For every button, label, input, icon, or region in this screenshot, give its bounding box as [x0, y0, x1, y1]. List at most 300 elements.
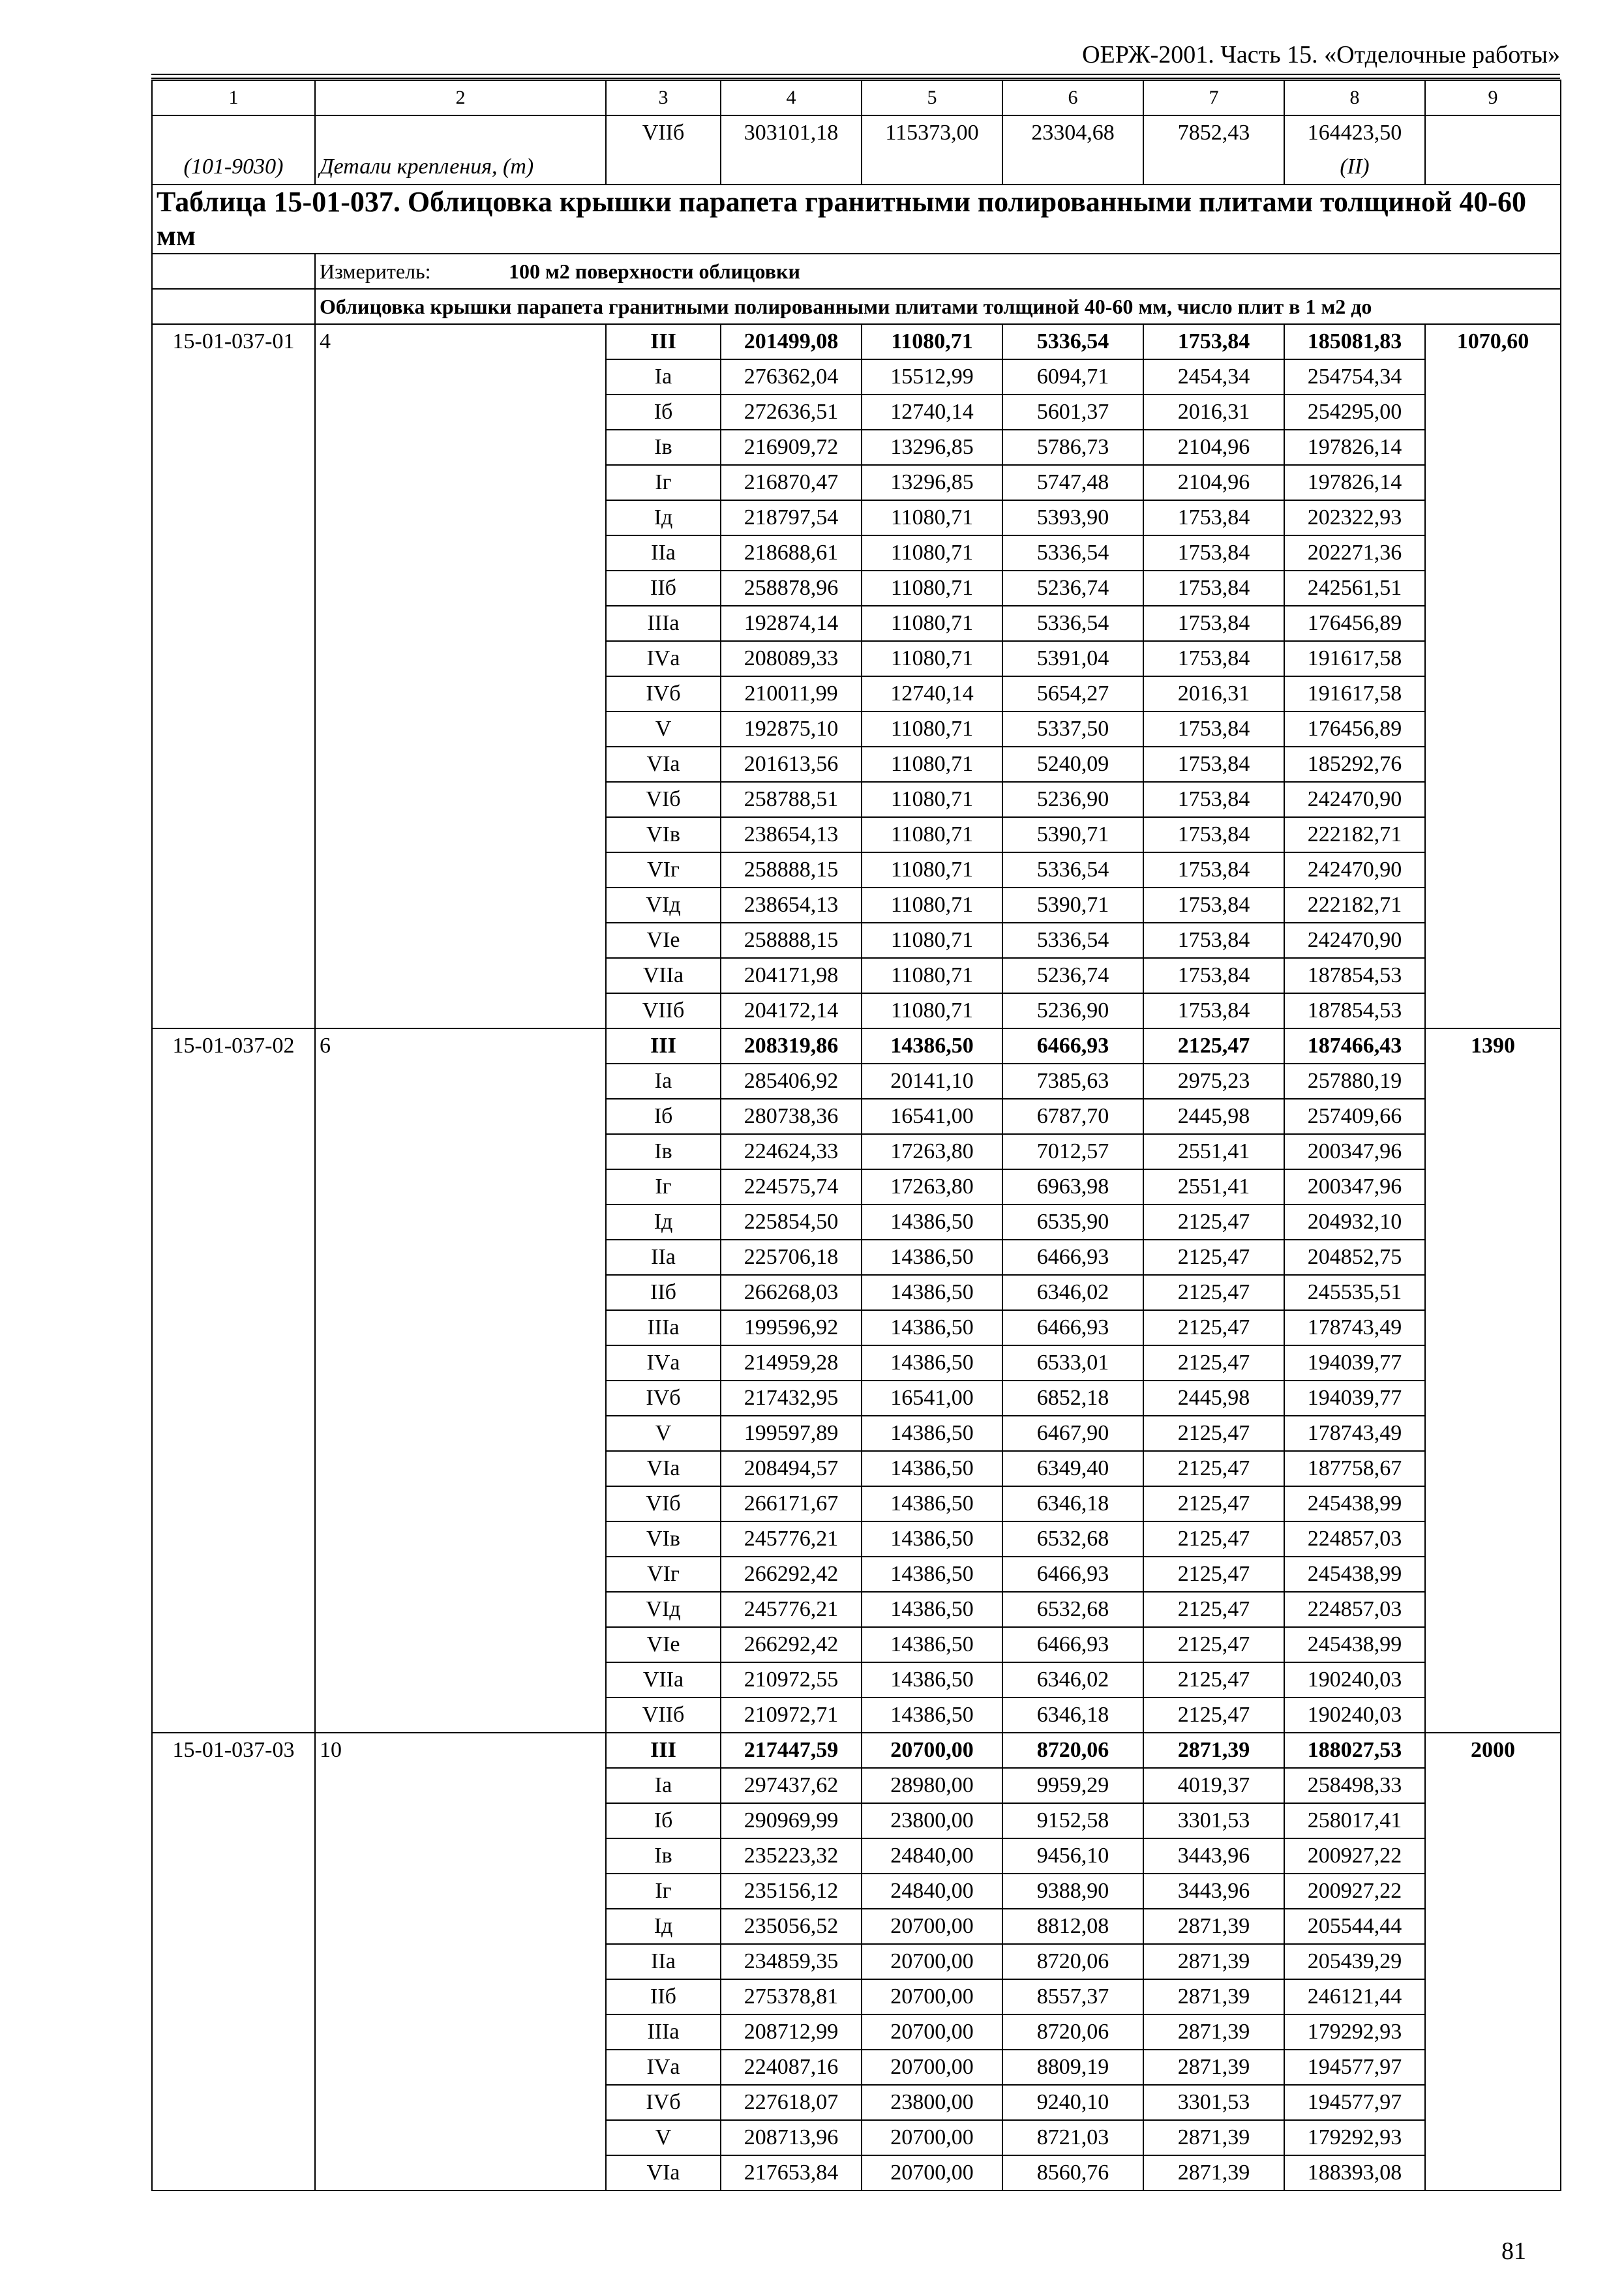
value-cell: 7012,57 [1002, 1134, 1143, 1169]
value-cell: 257880,19 [1284, 1064, 1425, 1099]
zone-cell: Iд [606, 500, 721, 535]
value-cell: 297437,62 [721, 1768, 862, 1803]
column-number-row [152, 80, 1561, 115]
value-cell: 11080,71 [862, 817, 1002, 852]
value-cell: 2871,39 [1143, 1909, 1284, 1944]
value-cell: 9152,58 [1002, 1803, 1143, 1838]
value-cell: 14386,50 [862, 1240, 1002, 1275]
value-cell: 246121,44 [1284, 1979, 1425, 2014]
zone-cell: Iв [606, 1134, 721, 1169]
zone-cell: VIIб [606, 1698, 721, 1733]
value-cell: 216870,47 [721, 465, 862, 500]
value-cell: 2016,31 [1143, 395, 1284, 430]
zone-cell: IIа [606, 535, 721, 571]
value-cell: 208713,96 [721, 2120, 862, 2155]
zone-cell: VIIа [606, 1662, 721, 1698]
table-row [152, 1028, 1561, 1064]
value-cell: 194577,97 [1284, 2085, 1425, 2120]
value-cell: 208319,86 [721, 1028, 862, 1064]
value-cell: 1753,84 [1143, 958, 1284, 993]
value-cell: 1753,84 [1143, 747, 1284, 782]
rates-table [151, 80, 1561, 2191]
value-cell: 5786,73 [1002, 430, 1143, 465]
value-cell: 8720,06 [1002, 1733, 1143, 1768]
value-cell: 13296,85 [862, 465, 1002, 500]
value-cell: 254295,00 [1284, 395, 1425, 430]
zone-cell: IIб [606, 1979, 721, 2014]
value-cell: 15512,99 [862, 359, 1002, 395]
value-cell: 20700,00 [862, 2014, 1002, 2050]
zone-cell: Iа [606, 359, 721, 395]
value-cell: 11080,71 [862, 923, 1002, 958]
zone-cell: V [606, 2120, 721, 2155]
value-cell: 2871,39 [1143, 2050, 1284, 2085]
value-cell: 176456,89 [1284, 711, 1425, 747]
value-cell: 258878,96 [721, 571, 862, 606]
value-cell: 178743,49 [1284, 1310, 1425, 1345]
value-cell: 9959,29 [1002, 1768, 1143, 1803]
value-cell: 191617,58 [1284, 641, 1425, 676]
value-cell: 1753,84 [1143, 888, 1284, 923]
table-title: Таблица 15-01-037. Облицовка крышки парапета гранитными полированными плитами толщиной 40-60 мм [152, 185, 1561, 254]
plates-count: 10 [315, 1733, 606, 2191]
value-cell: 12740,14 [862, 676, 1002, 711]
value-cell: 14386,50 [862, 1310, 1002, 1345]
value-cell: 2104,96 [1143, 465, 1284, 500]
value-cell: 20700,00 [862, 1979, 1002, 2014]
value-cell: 12740,14 [862, 395, 1002, 430]
value-cell: 2871,39 [1143, 2120, 1284, 2155]
value-cell: 24840,00 [862, 1838, 1002, 1874]
value-cell: 9240,10 [1002, 2085, 1143, 2120]
zone-cell: IIб [606, 571, 721, 606]
zone-cell: Iа [606, 1768, 721, 1803]
value-cell: 242470,90 [1284, 852, 1425, 888]
value-cell: 201613,56 [721, 747, 862, 782]
value-cell: 14386,50 [862, 1627, 1002, 1662]
value-cell: 222182,71 [1284, 888, 1425, 923]
zone-cell: V [606, 1416, 721, 1451]
value-cell: 245438,99 [1284, 1627, 1425, 1662]
value-cell: 2445,98 [1143, 1381, 1284, 1416]
zone-cell: VIа [606, 747, 721, 782]
column-number: 1 [152, 80, 315, 115]
value-cell: 3443,96 [1143, 1838, 1284, 1874]
zone-cell: IVа [606, 2050, 721, 2085]
value-cell: 190240,03 [1284, 1662, 1425, 1698]
value-cell: 6852,18 [1002, 1381, 1143, 1416]
value-cell: 179292,93 [1284, 2014, 1425, 2050]
value-cell: 5390,71 [1002, 888, 1143, 923]
value-cell: 14386,50 [862, 1275, 1002, 1310]
zone-cell: Iб [606, 1803, 721, 1838]
value-cell: 6466,93 [1002, 1240, 1143, 1275]
value-cell: 245438,99 [1284, 1486, 1425, 1521]
value-cell: 5747,48 [1002, 465, 1143, 500]
value-cell: 5236,74 [1002, 571, 1143, 606]
zone-cell: V [606, 711, 721, 747]
value-cell: 9388,90 [1002, 1874, 1143, 1909]
value-cell: 5236,74 [1002, 958, 1143, 993]
rate-code: 15-01-037-03 [152, 1733, 315, 2191]
value-cell: 5236,90 [1002, 782, 1143, 817]
value-cell: 6963,98 [1002, 1169, 1143, 1204]
continuation-code-cell [152, 115, 315, 185]
description-empty [152, 289, 315, 324]
value-cell: 6346,18 [1002, 1486, 1143, 1521]
column-number: 9 [1425, 80, 1561, 115]
value-cell: 245776,21 [721, 1521, 862, 1557]
value-cell: 5393,90 [1002, 500, 1143, 535]
value-cell: 191617,58 [1284, 676, 1425, 711]
value-cell: 8812,08 [1002, 1909, 1143, 1944]
value-cell: 11080,71 [862, 535, 1002, 571]
value-cell: 2454,34 [1143, 359, 1284, 395]
value-cell: 20700,00 [862, 1944, 1002, 1979]
value-cell: 17263,80 [862, 1134, 1002, 1169]
zone-cell: VIв [606, 817, 721, 852]
value-cell: 210011,99 [721, 676, 862, 711]
value-cell: 257409,66 [1284, 1099, 1425, 1134]
value-cell: 210972,55 [721, 1662, 862, 1698]
value-cell: 245535,51 [1284, 1275, 1425, 1310]
zone-cell: VIIа [606, 958, 721, 993]
zone-cell: IVб [606, 2085, 721, 2120]
value-cell: 200347,96 [1284, 1134, 1425, 1169]
zone-cell: Iб [606, 395, 721, 430]
value-cell: 9456,10 [1002, 1838, 1143, 1874]
zone-cell: Iд [606, 1909, 721, 1944]
value-cell: 8809,19 [1002, 2050, 1143, 2085]
value-cell: 235056,52 [721, 1909, 862, 1944]
zone-cell: Iг [606, 465, 721, 500]
value-cell: 238654,13 [721, 888, 862, 923]
value-cell: 2125,47 [1143, 1345, 1284, 1381]
zone-cell: Iа [606, 1064, 721, 1099]
plates-count: 4 [315, 324, 606, 1028]
value-cell: 5390,71 [1002, 817, 1143, 852]
column-number: 6 [1002, 80, 1143, 115]
value-cell: 224857,03 [1284, 1521, 1425, 1557]
column-number: 7 [1143, 80, 1284, 115]
value-cell: 199597,89 [721, 1416, 862, 1451]
zone-cell: VIа [606, 1451, 721, 1486]
zone-cell: VIв [606, 1521, 721, 1557]
value-cell: 202322,93 [1284, 500, 1425, 535]
value-cell: 6532,68 [1002, 1592, 1143, 1627]
value-cell: 5654,27 [1002, 676, 1143, 711]
continuation-value: 115373,00 [862, 115, 1002, 185]
value-cell: 20700,00 [862, 2050, 1002, 2085]
value-cell: 8720,06 [1002, 1944, 1143, 1979]
value-cell: 2125,47 [1143, 1698, 1284, 1733]
value-cell: 2104,96 [1143, 430, 1284, 465]
measure-empty [152, 254, 315, 289]
value-cell: 20700,00 [862, 1733, 1002, 1768]
value-cell: 11080,71 [862, 711, 1002, 747]
value-cell: 11080,71 [862, 958, 1002, 993]
value-cell: 6533,01 [1002, 1345, 1143, 1381]
value-cell: 16541,00 [862, 1381, 1002, 1416]
value-cell: 194577,97 [1284, 2050, 1425, 2085]
value-cell: 242470,90 [1284, 782, 1425, 817]
value-cell: 200927,22 [1284, 1874, 1425, 1909]
value-cell: 14386,50 [862, 1521, 1002, 1557]
value-cell: 28980,00 [862, 1768, 1002, 1803]
value-cell: 266171,67 [721, 1486, 862, 1521]
continuation-code: (101-9030) [183, 155, 284, 179]
value-cell: 7385,63 [1002, 1064, 1143, 1099]
value-cell: 14386,50 [862, 1028, 1002, 1064]
zone-cell: III [606, 1733, 721, 1768]
value-cell: 2125,47 [1143, 1204, 1284, 1240]
value-cell: 176456,89 [1284, 606, 1425, 641]
value-cell: 202271,36 [1284, 535, 1425, 571]
continuation-value: 164423,50 [1307, 121, 1402, 145]
value-cell: 8720,06 [1002, 2014, 1143, 2050]
side-value: 2000 [1425, 1733, 1561, 2191]
value-cell: 216909,72 [721, 430, 862, 465]
value-cell: 1753,84 [1143, 711, 1284, 747]
zone-cell: IVб [606, 1381, 721, 1416]
value-cell: 23800,00 [862, 2085, 1002, 2120]
value-cell: 14386,50 [862, 1451, 1002, 1486]
value-cell: 24840,00 [862, 1874, 1002, 1909]
value-cell: 3301,53 [1143, 2085, 1284, 2120]
zone-cell: IIа [606, 1944, 721, 1979]
zone-cell: Iв [606, 1838, 721, 1874]
continuation-zone: VIIб [606, 115, 721, 185]
value-cell: 2551,41 [1143, 1169, 1284, 1204]
zone-cell: IIб [606, 1275, 721, 1310]
value-cell: 200927,22 [1284, 1838, 1425, 1874]
value-cell: 1753,84 [1143, 782, 1284, 817]
value-cell: 190240,03 [1284, 1698, 1425, 1733]
value-cell: 2871,39 [1143, 1979, 1284, 2014]
value-cell: 258888,15 [721, 852, 862, 888]
value-cell: 235223,32 [721, 1838, 862, 1874]
column-number: 3 [606, 80, 721, 115]
value-cell: 217432,95 [721, 1381, 862, 1416]
value-cell: 20700,00 [862, 2120, 1002, 2155]
value-cell: 11080,71 [862, 852, 1002, 888]
zone-cell: VIд [606, 888, 721, 923]
value-cell: 218797,54 [721, 500, 862, 535]
value-cell: 258888,15 [721, 923, 862, 958]
value-cell: 8557,37 [1002, 1979, 1143, 2014]
value-cell: 1753,84 [1143, 852, 1284, 888]
value-cell: 2125,47 [1143, 1275, 1284, 1310]
value-cell: 14386,50 [862, 1416, 1002, 1451]
value-cell: 1753,84 [1143, 324, 1284, 359]
value-cell: 258017,41 [1284, 1803, 1425, 1838]
value-cell: 188393,08 [1284, 2155, 1425, 2191]
value-cell: 224575,74 [721, 1169, 862, 1204]
value-cell: 254754,34 [1284, 359, 1425, 395]
value-cell: 266292,42 [721, 1557, 862, 1592]
zone-cell: VIг [606, 1557, 721, 1592]
page-header-title: ОЕРЖ-2001. Часть 15. «Отделочные работы» [1082, 41, 1560, 68]
value-cell: 2551,41 [1143, 1134, 1284, 1169]
value-cell: 11080,71 [862, 747, 1002, 782]
zone-cell: Iд [606, 1204, 721, 1240]
value-cell: 280738,36 [721, 1099, 862, 1134]
zone-cell: III [606, 324, 721, 359]
continuation-row [152, 115, 1561, 185]
value-cell: 201499,08 [721, 324, 862, 359]
value-cell: 2871,39 [1143, 1944, 1284, 1979]
zone-cell: VIд [606, 1592, 721, 1627]
zone-cell: VIб [606, 1486, 721, 1521]
value-cell: 197826,14 [1284, 430, 1425, 465]
value-cell: 245438,99 [1284, 1557, 1425, 1592]
value-cell: 20700,00 [862, 2155, 1002, 2191]
header-rule [151, 74, 1560, 75]
value-cell: 197826,14 [1284, 465, 1425, 500]
value-cell: 2125,47 [1143, 1627, 1284, 1662]
value-cell: 3443,96 [1143, 1874, 1284, 1909]
table-title-row [152, 185, 1561, 254]
value-cell: 227618,07 [721, 2085, 862, 2120]
zone-cell: IIIа [606, 606, 721, 641]
continuation-v5-cell [1284, 115, 1425, 185]
value-cell: 2125,47 [1143, 1662, 1284, 1698]
value-cell: 204172,14 [721, 993, 862, 1028]
value-cell: 276362,04 [721, 359, 862, 395]
value-cell: 14386,50 [862, 1204, 1002, 1240]
value-cell: 11080,71 [862, 571, 1002, 606]
work-description: Облицовка крышки парапета гранитными полированными плитами толщиной 40-60 мм, число плит в 1 м2 до [315, 289, 1561, 324]
value-cell: 224624,33 [721, 1134, 862, 1169]
value-cell: 266268,03 [721, 1275, 862, 1310]
rate-code: 15-01-037-01 [152, 324, 315, 1028]
value-cell: 217653,84 [721, 2155, 862, 2191]
zone-cell: IVа [606, 1345, 721, 1381]
value-cell: 11080,71 [862, 993, 1002, 1028]
value-cell: 6346,18 [1002, 1698, 1143, 1733]
value-cell: 242470,90 [1284, 923, 1425, 958]
value-cell: 208712,99 [721, 2014, 862, 2050]
value-cell: 14386,50 [862, 1345, 1002, 1381]
value-cell: 2125,47 [1143, 1486, 1284, 1521]
table-row [152, 1733, 1561, 1768]
value-cell: 1753,84 [1143, 535, 1284, 571]
side-value: 1070,60 [1425, 324, 1561, 1028]
value-cell: 11080,71 [862, 641, 1002, 676]
value-cell: 208089,33 [721, 641, 862, 676]
value-cell: 5391,04 [1002, 641, 1143, 676]
zone-cell: VIе [606, 923, 721, 958]
value-cell: 224087,16 [721, 2050, 862, 2085]
value-cell: 222182,71 [1284, 817, 1425, 852]
value-cell: 185081,83 [1284, 324, 1425, 359]
value-cell: 225706,18 [721, 1240, 862, 1275]
zone-cell: VIг [606, 852, 721, 888]
measure-row [152, 254, 1561, 289]
column-number: 2 [315, 80, 606, 115]
continuation-empty [1425, 115, 1561, 185]
column-number: 5 [862, 80, 1002, 115]
continuation-value: 23304,68 [1002, 115, 1143, 185]
value-cell: 5240,09 [1002, 747, 1143, 782]
value-cell: 1753,84 [1143, 923, 1284, 958]
value-cell: 3301,53 [1143, 1803, 1284, 1838]
value-cell: 217447,59 [721, 1733, 862, 1768]
value-cell: 192874,14 [721, 606, 862, 641]
continuation-name: Детали крепления, (т) [320, 155, 534, 179]
plates-count: 6 [315, 1028, 606, 1733]
value-cell: 23800,00 [862, 1803, 1002, 1838]
zone-cell: IVа [606, 641, 721, 676]
value-cell: 1753,84 [1143, 500, 1284, 535]
zone-cell: IIIа [606, 2014, 721, 2050]
value-cell: 6466,93 [1002, 1310, 1143, 1345]
value-cell: 6467,90 [1002, 1416, 1143, 1451]
value-cell: 272636,51 [721, 395, 862, 430]
value-cell: 5236,90 [1002, 993, 1143, 1028]
value-cell: 6349,40 [1002, 1451, 1143, 1486]
value-cell: 2445,98 [1143, 1099, 1284, 1134]
value-cell: 5336,54 [1002, 852, 1143, 888]
value-cell: 2125,47 [1143, 1240, 1284, 1275]
value-cell: 2125,47 [1143, 1028, 1284, 1064]
value-cell: 2871,39 [1143, 2014, 1284, 2050]
value-cell: 14386,50 [862, 1698, 1002, 1733]
value-cell: 235156,12 [721, 1874, 862, 1909]
zone-cell: III [606, 1028, 721, 1064]
column-number: 8 [1284, 80, 1425, 115]
value-cell: 20700,00 [862, 1909, 1002, 1944]
value-cell: 14386,50 [862, 1592, 1002, 1627]
value-cell: 1753,84 [1143, 817, 1284, 852]
value-cell: 14386,50 [862, 1557, 1002, 1592]
value-cell: 199596,92 [721, 1310, 862, 1345]
continuation-value: 303101,18 [721, 115, 862, 185]
value-cell: 2125,47 [1143, 1416, 1284, 1451]
value-cell: 194039,77 [1284, 1345, 1425, 1381]
value-cell: 1753,84 [1143, 571, 1284, 606]
value-cell: 204171,98 [721, 958, 862, 993]
value-cell: 11080,71 [862, 888, 1002, 923]
value-cell: 242561,51 [1284, 571, 1425, 606]
rate-code: 15-01-037-02 [152, 1028, 315, 1733]
value-cell: 6094,71 [1002, 359, 1143, 395]
value-cell: 266292,42 [721, 1627, 862, 1662]
value-cell: 2016,31 [1143, 676, 1284, 711]
value-cell: 4019,37 [1143, 1768, 1284, 1803]
value-cell: 5336,54 [1002, 324, 1143, 359]
value-cell: 5336,54 [1002, 535, 1143, 571]
value-cell: 6466,93 [1002, 1028, 1143, 1064]
value-cell: 5336,54 [1002, 606, 1143, 641]
value-cell: 6466,93 [1002, 1627, 1143, 1662]
measure-cell [315, 254, 1561, 289]
value-cell: 187854,53 [1284, 958, 1425, 993]
zone-cell: IIIа [606, 1310, 721, 1345]
header-rule [151, 78, 1560, 79]
zone-cell: Iг [606, 1874, 721, 1909]
zone-cell: IIа [606, 1240, 721, 1275]
value-cell: 11080,71 [862, 606, 1002, 641]
value-cell: 16541,00 [862, 1099, 1002, 1134]
value-cell: 8721,03 [1002, 2120, 1143, 2155]
value-cell: 275378,81 [721, 1979, 862, 2014]
value-cell: 214959,28 [721, 1345, 862, 1381]
value-cell: 6346,02 [1002, 1662, 1143, 1698]
measure-label: Измеритель: [320, 260, 431, 283]
value-cell: 290969,99 [721, 1803, 862, 1838]
zone-cell: IVб [606, 676, 721, 711]
